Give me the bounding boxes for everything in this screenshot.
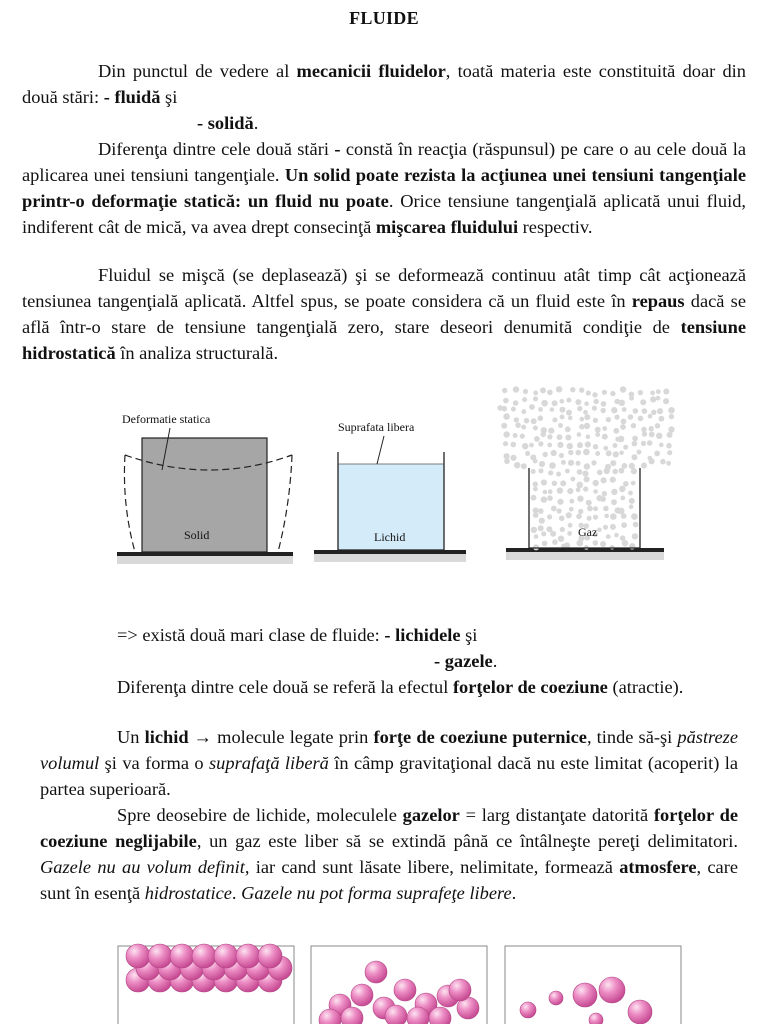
term-miscarea-fluidului: mişcarea fluidului bbox=[375, 217, 519, 237]
molecule bbox=[589, 1013, 603, 1024]
molecule bbox=[599, 977, 625, 1003]
lichid-label: Lichid bbox=[374, 530, 406, 544]
solid-molecules bbox=[126, 944, 292, 992]
molecule bbox=[214, 944, 238, 968]
text: = larg distanţate datorită bbox=[459, 805, 654, 825]
term-pastreze-volumul: păstreze volumul bbox=[40, 727, 739, 773]
text: , tinde să-şi bbox=[586, 727, 678, 747]
molecule bbox=[520, 1002, 536, 1018]
molecule bbox=[449, 979, 471, 1001]
text: . Orice tensiune tangenţială aplicată unui fluid, indiferent cât de mică, va avea drept consecinţă bbox=[22, 191, 746, 237]
term-suprafata-libera: suprafaţă liberă bbox=[209, 753, 329, 773]
text: şi bbox=[460, 625, 478, 645]
text: şi va forma o bbox=[99, 753, 210, 773]
text: şi bbox=[160, 87, 178, 107]
molecule bbox=[236, 944, 260, 968]
term-hidrostatice: hidrostatice bbox=[144, 883, 232, 903]
suprafata-label: Suprafata libera bbox=[338, 420, 415, 434]
molecule bbox=[351, 984, 373, 1006]
term-tensiune-hidrostatica: tensiune hidrostatică bbox=[22, 317, 746, 363]
text: constă în reacţia (răspunsul) pe care o au cele două la aplicarea unei tensiuni tangenţiale. bbox=[22, 139, 746, 185]
text: → molecule legate prin bbox=[188, 727, 374, 747]
term-forte-neglijabile: forţelor de coeziune neglijabile bbox=[40, 805, 738, 851]
molecule bbox=[192, 944, 216, 968]
text: în câmp gravitaţional dacă nu este limitat (acoperit) la partea superioară. bbox=[40, 753, 738, 799]
molecule bbox=[549, 991, 563, 1005]
molecule bbox=[365, 961, 387, 983]
term-volum-nedefinit: Gazele nu au volum definit bbox=[40, 857, 245, 877]
solid-label: Solid bbox=[184, 528, 210, 542]
molecule bbox=[258, 944, 282, 968]
text-dash: - bbox=[334, 139, 341, 159]
deformatie-label: Deformatie statica bbox=[122, 412, 211, 426]
molecule bbox=[573, 983, 597, 1007]
term-lichidele: - lichidele bbox=[384, 625, 461, 645]
molecule bbox=[628, 1000, 652, 1024]
text: . bbox=[492, 651, 498, 671]
text: => există două mari clase de fluide: bbox=[117, 625, 385, 645]
term-atmosfere: atmosfere bbox=[619, 857, 697, 877]
text: , iar cand sunt lăsate libere, nelimitate, formează bbox=[244, 857, 620, 877]
term-repaus: repaus bbox=[631, 291, 685, 311]
term-gazele: - gazele bbox=[434, 651, 493, 671]
text: . bbox=[511, 883, 517, 903]
text: respectiv. bbox=[518, 217, 593, 237]
text: , care sunt în esenţă bbox=[40, 857, 738, 903]
key-statement: Un solid poate rezista la acţiunea unei tensiuni tangenţiale printr-o deformaţie statică: un fluid nu poate bbox=[22, 165, 746, 211]
term-solida: - solidă bbox=[197, 113, 254, 133]
term-forte-coeziune: forţelor de coeziune bbox=[452, 677, 608, 697]
term-mecanica-fluidelor: mecanicii fluidelor bbox=[296, 61, 446, 81]
term-gazelor: gazelor bbox=[402, 805, 460, 825]
molecule bbox=[170, 944, 194, 968]
text: Spre deosebire de lichide, moleculele bbox=[117, 805, 403, 825]
text: . bbox=[231, 883, 242, 903]
text: Un bbox=[117, 727, 145, 747]
molecule bbox=[148, 944, 172, 968]
text: în analiza structurală. bbox=[115, 343, 279, 363]
term-fara-suprafete-libere: Gazele nu pot forma suprafeţe libere bbox=[241, 883, 512, 903]
term-lichid: lichid bbox=[144, 727, 189, 747]
gaz-label: Gaz bbox=[578, 525, 598, 539]
text: , toată materia este constituită doar din două stări: bbox=[22, 61, 746, 107]
molecule bbox=[394, 979, 416, 1001]
text: Diferenţa dintre cele două se referă la efectul bbox=[117, 677, 453, 697]
text: , un gaz este liber să se extindă până ce întâlneşte pereţi delimitatori. bbox=[196, 831, 738, 851]
text: . bbox=[253, 113, 259, 133]
molecule bbox=[385, 1005, 407, 1024]
text: dacă se află într-o stare de tensiune tangenţială zero, stare deseori denumită condiţie de bbox=[22, 291, 746, 337]
text: Diferenţa dintre cele două stări bbox=[98, 139, 335, 159]
term-fluida: - fluidă bbox=[103, 87, 161, 107]
term-forte-puternice: forţe de coeziune puternice bbox=[373, 727, 587, 747]
text: Din punctul de vedere al bbox=[98, 61, 297, 81]
molecule bbox=[126, 944, 150, 968]
page-title: FLUIDE bbox=[349, 8, 419, 28]
text: Fluidul se mişcă (se deplasează) şi se deformează continuu atât timp cât acţionează tensiunea tangenţială aplicată. Altfel spus, se poate considera că un fluid este în bbox=[22, 265, 746, 311]
text: (atractie). bbox=[607, 677, 684, 697]
